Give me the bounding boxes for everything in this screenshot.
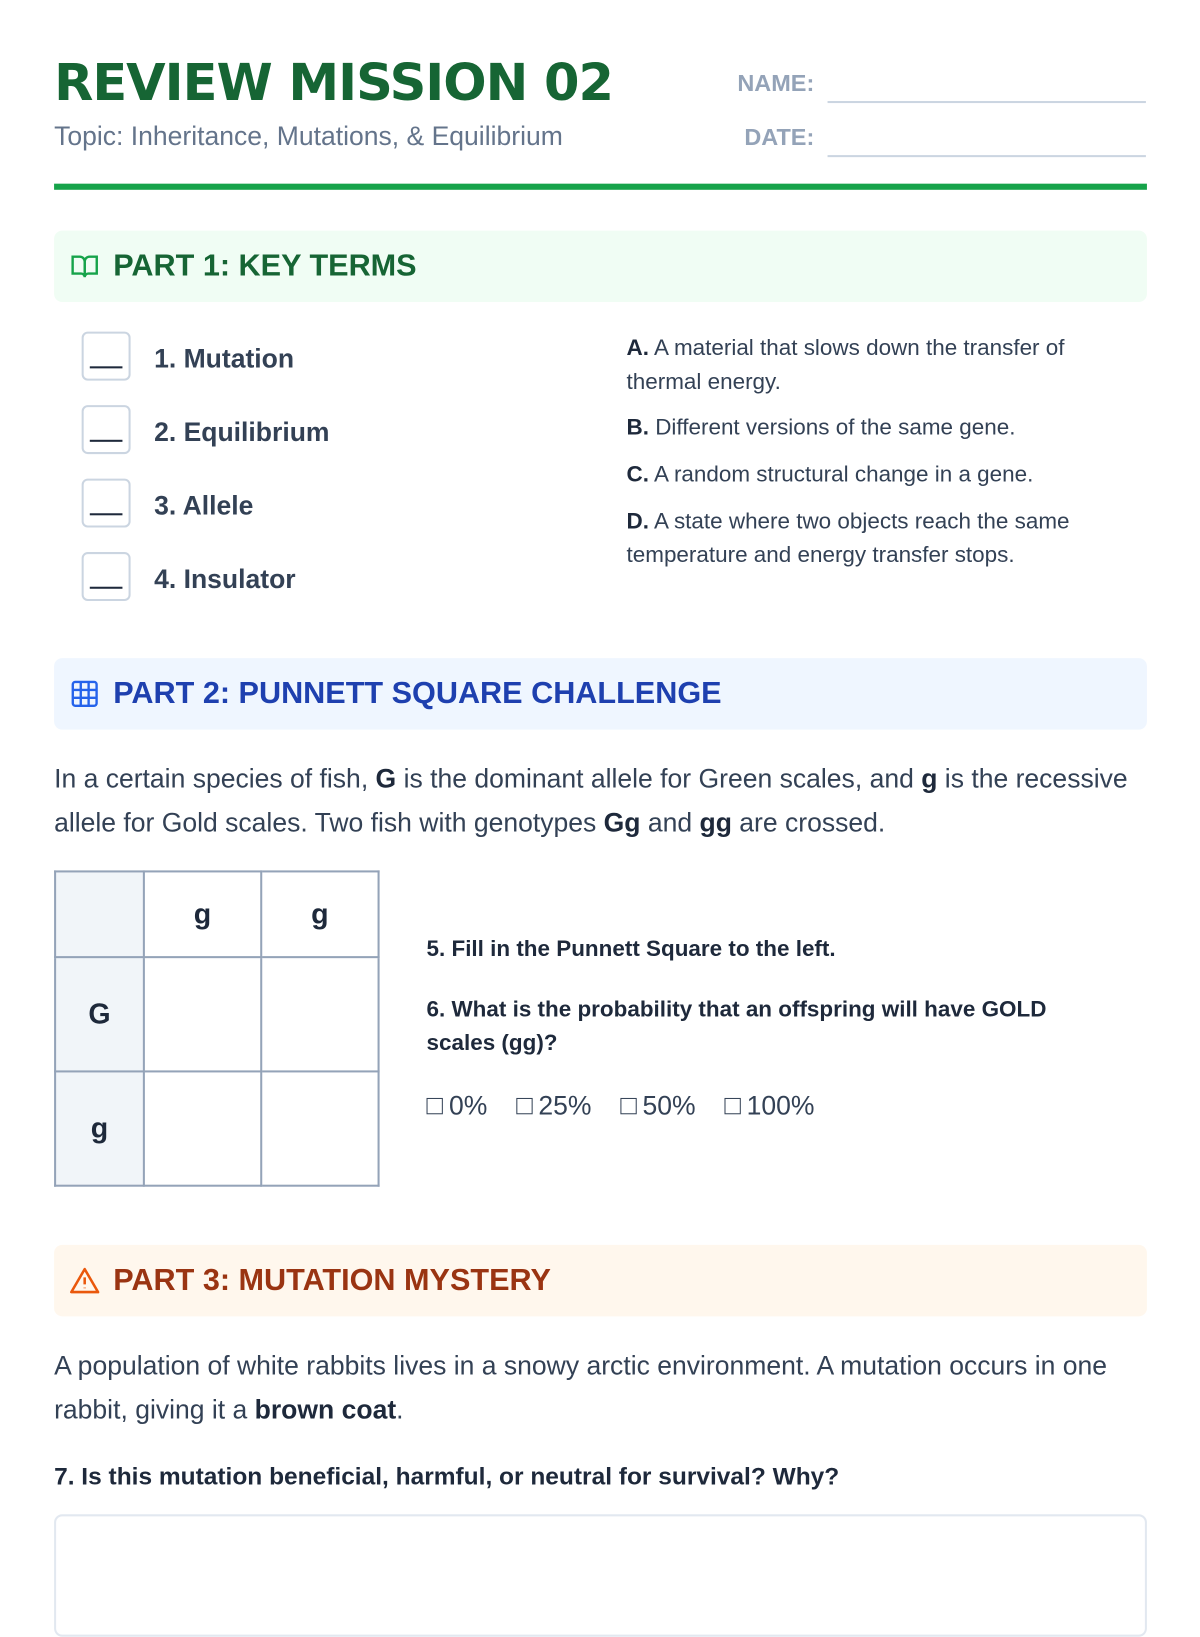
- part1-header: [54, 231, 1147, 302]
- option-25[interactable]: 25%: [516, 1090, 592, 1122]
- part3-intro: A population of white rabbits lives in a snowy arctic environment. A mutation occurs in one rabbit, giving it a brown coat.: [54, 1349, 1108, 1425]
- answer-box-3[interactable]: [82, 479, 131, 528]
- punnett-cell[interactable]: [261, 1071, 378, 1185]
- checkbox[interactable]: [724, 1097, 740, 1113]
- part3-title: PART 3: MUTATION MYSTERY: [113, 1263, 551, 1297]
- option-100[interactable]: 100%: [724, 1090, 814, 1122]
- part2-intro: In a certain species of fish, G is the dominant allele for Green scales, and g is the recessive allele for Gold scales. Two fish with genotypes Gg and gg are crossed.: [54, 763, 1128, 838]
- part1-title: PART 1: KEY TERMS: [113, 248, 417, 283]
- question-6: 6. What is the probability that an offspring will have GOLD scales (gg)?: [426, 995, 1047, 1056]
- answer-box-2[interactable]: [82, 405, 131, 454]
- definition-d: D. A state where two objects reach the same temperature and energy transfer stops.: [626, 508, 1070, 568]
- term-4: 4. Insulator: [154, 563, 296, 594]
- header-divider: [54, 184, 1147, 190]
- row-header-1: G: [55, 957, 144, 1071]
- term-1: 1. Mutation: [154, 342, 295, 374]
- date-field[interactable]: [828, 153, 1146, 157]
- definition-a: A. A material that slows down the transfer of thermal energy.: [626, 334, 1065, 394]
- question-7: 7. Is this mutation beneficial, harmful, or neutral for survival? Why?: [54, 1463, 840, 1491]
- punnett-cell[interactable]: [144, 957, 261, 1071]
- punnett-cell[interactable]: [144, 1071, 261, 1185]
- name-label: NAME:: [737, 69, 815, 96]
- part2-header: [54, 658, 1147, 729]
- corner-cell: [55, 871, 144, 957]
- term-3: 3. Allele: [154, 489, 254, 521]
- grid-icon: [68, 678, 101, 711]
- answer-box-1[interactable]: [82, 332, 131, 381]
- punnett-square: [54, 870, 380, 1186]
- answer-box-4[interactable]: [82, 552, 131, 601]
- book-open-icon: [68, 250, 101, 283]
- punnett-cell[interactable]: [261, 957, 378, 1071]
- probability-options: [427, 1090, 815, 1122]
- checkbox[interactable]: [620, 1097, 636, 1113]
- checkbox[interactable]: [427, 1097, 443, 1113]
- definition-b: B. Different versions of the same gene.: [626, 414, 1016, 440]
- answer-area-7[interactable]: [54, 1514, 1147, 1636]
- term-2: 2. Equilibrium: [154, 416, 330, 447]
- definition-c: C. A random structural change in a gene.: [626, 461, 1034, 487]
- part3-header: [54, 1245, 1147, 1316]
- topic-subtitle: Topic: Inheritance, Mutations, & Equilibrium: [54, 120, 563, 152]
- option-0[interactable]: 0%: [427, 1090, 488, 1122]
- name-field[interactable]: [828, 99, 1146, 103]
- page-title: REVIEW MISSION 02: [54, 53, 614, 113]
- col-header-1: g: [144, 871, 261, 957]
- warning-icon: [68, 1264, 101, 1297]
- checkbox[interactable]: [516, 1097, 532, 1113]
- col-header-2: g: [261, 871, 378, 957]
- row-header-2: g: [55, 1071, 144, 1185]
- date-label: DATE:: [744, 123, 815, 150]
- part2-title: PART 2: PUNNETT SQUARE CHALLENGE: [113, 676, 722, 711]
- question-5: 5. Fill in the Punnett Square to the left.: [426, 935, 836, 962]
- option-50[interactable]: 50%: [620, 1090, 696, 1122]
